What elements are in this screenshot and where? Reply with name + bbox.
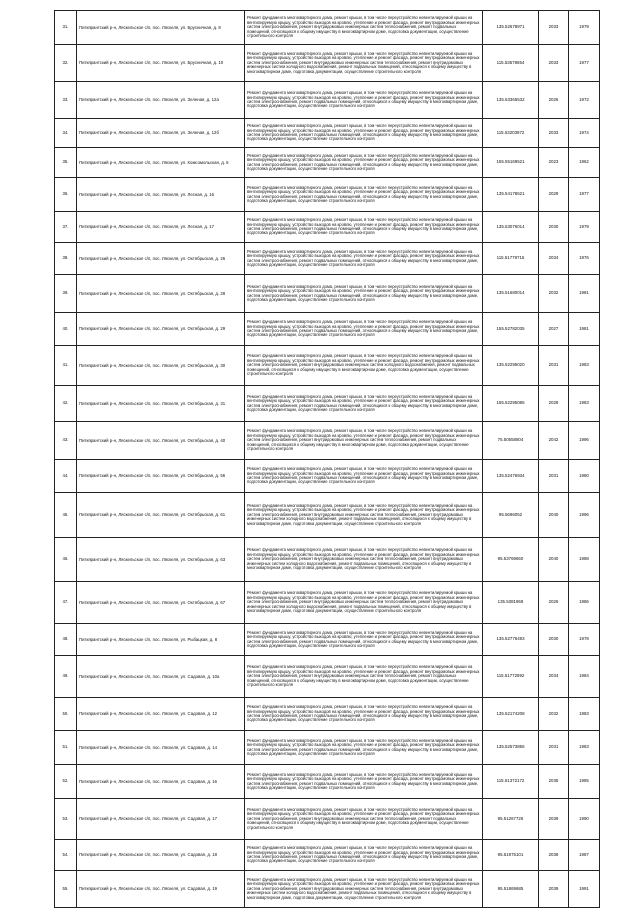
table-row (55, 624, 600, 656)
value-cell: 115.51372172 (483, 765, 539, 799)
build-year-cell: 1991 (569, 871, 600, 908)
repair-year-cell: 2033 (539, 45, 569, 82)
table-row (55, 82, 600, 119)
row-number: 36. (55, 178, 77, 212)
build-year-cell: 1996 (569, 493, 600, 538)
works-description-cell: Ремонт фундамента многоквартирного дома, ремонт крыши, в том числе переустройство невентилируемой крыши на вентилируемую крышу, устройство выходов на кровлю, утепление и ремонт фасада, ремонт внутридомовых инженерных систем электроснабжения, ремонт подвальных помещений, относящихся к общему имуществу в многоквартирном доме, подготовка документации, осуществление строительного контроля (245, 698, 483, 731)
build-year-cell: 1979 (569, 11, 600, 45)
repair-year-cell: 2034 (539, 243, 569, 275)
row-number: 48. (55, 624, 77, 656)
address-cell: Питкярантский р-н, Ляскельское с/п, пос. Ляскеля, ул. Садовая, д. 16 (77, 765, 245, 799)
works-description-cell: Ремонт фундамента многоквартирного дома, ремонт крыши, в том числе переустройство невентилируемой крыши на вентилируемую крышу, устройство выходов на кровлю, утепление и ремонт фасада, ремонт внутридомовых инженерных систем электроснабжения, ремонт внутридомовых инженерных систем теплоснабжения, ремонт внутридомовых инженерных систем холодного водоснабжения, ремонт подвальных помещений, относящихся к общему имуществу в многоквартирном доме, подготовка документации, осуществление строительного контроля (245, 45, 483, 82)
build-year-cell: 1983 (569, 346, 600, 386)
works-description-cell: Ремонт фундамента многоквартирного дома, ремонт крыши, в том числе переустройство невентилируемой крыши на вентилируемую крышу, устройство выходов на кровлю, утепление и ремонт фасада, ремонт внутридомовых инженерных систем электроснабжения, ремонт внутридомовых инженерных систем теплоснабжения, ремонт внутридомовых инженерных систем холодного водоснабжения, ремонт подвальных помещений, относящихся к общему имуществу в многоквартирном доме, подготовка документации, осуществление строительного контроля (245, 582, 483, 624)
address-cell: Питкярантский р-н, Ляскельское с/п, пос. Ляскеля, ул. Октябрьская, д. 63 (77, 538, 245, 582)
row-number: 45. (55, 493, 77, 538)
row-number: 53. (55, 799, 77, 840)
value-cell: 155.55169521 (483, 148, 539, 178)
value-cell: 115.51772892 (483, 656, 539, 698)
build-year-cell: 1972 (569, 82, 600, 119)
works-description-cell: Ремонт фундамента многоквартирного дома, ремонт крыши, в том числе переустройство невентилируемой крыши на вентилируемую крышу, устройство выходов на кровлю, утепление и ремонт фасада, ремонт внутридомовых инженерных систем электроснабжения, ремонт внутридомовых инженерных систем холодного водоснабжения, ремонт подвальных помещений, относящихся к общему имуществу в многоквартирном доме, подготовка документации, осуществление строительного контроля (245, 346, 483, 386)
value-cell: 155.52782035 (483, 313, 539, 346)
table-row (55, 275, 600, 313)
works-description-cell: Ремонт фундамента многоквартирного дома, ремонт крыши, в том числе переустройство невентилируемой крыши на вентилируемую крышу, устройство выходов на кровлю, утепление и ремонт фасада, ремонт внутридомовых инженерных систем электроснабжения, ремонт внутридомовых инженерных систем теплоснабжения, ремонт подвальных помещений, относящихся к общему имуществу в многоквартирном доме, подготовка документации, осуществление строительного контроля (245, 656, 483, 698)
address-cell: Питкярантский р-н, Ляскельское с/п, пос. Ляскеля, ул. Зеленая, д. 12а (77, 82, 245, 119)
build-year-cell: 1987 (569, 840, 600, 871)
build-year-cell: 1986 (569, 582, 600, 624)
value-cell: 135.52295020 (483, 346, 539, 386)
address-cell: Питкярантский р-н, Ляскельское с/п, пос. Ляскеля, ул. Садовая, д. 17 (77, 799, 245, 840)
build-year-cell: 1990 (569, 799, 600, 840)
row-number: 40. (55, 313, 77, 346)
build-year-cell: 1984 (569, 656, 600, 698)
build-year-cell: 1988 (569, 538, 600, 582)
address-cell: Питкярантский р-н, Ляскельское с/п, пос. Ляскеля, ул. Октябрьская, д. 31 (77, 386, 245, 422)
address-cell: Питкярантский р-н, Ляскельское с/п, пос. Ляскеля, ул. Зеленая, д. 12б (77, 119, 245, 148)
value-cell: 95.53769660 (483, 538, 539, 582)
row-number: 49. (55, 656, 77, 698)
table-row (55, 243, 600, 275)
value-cell: 95.5696052 (483, 493, 539, 538)
table-row (55, 45, 600, 82)
build-year-cell: 1981 (569, 275, 600, 313)
works-description-cell: Ремонт фундамента многоквартирного дома, ремонт крыши, в том числе переустройство невентилируемой крыши на вентилируемую крышу, устройство выходов на кровлю, утепление и ремонт фасада, ремонт внутридомовых инженерных систем электроснабжения, ремонт подвальных помещений, относящихся к общему имуществу в многоквартирном доме, подготовка документации, осуществление строительного контроля (245, 840, 483, 871)
row-number: 35. (55, 148, 77, 178)
value-cell: 135.53076014 (483, 212, 539, 243)
build-year-cell: 1981 (569, 313, 600, 346)
value-cell: 135.53365532 (483, 82, 539, 119)
table-row (55, 493, 600, 538)
address-cell: Питкярантский р-н, Ляскельское с/п, пос. Ляскеля, ул. Садовая, д. 10а (77, 656, 245, 698)
table-row (55, 460, 600, 493)
address-cell: Питкярантский р-н, Ляскельское с/п, пос. Ляскеля, ул. Октябрьская, д. 26 (77, 243, 245, 275)
table-row (55, 656, 600, 698)
works-description-cell: Ремонт фундамента многоквартирного дома, ремонт крыши, в том числе переустройство невентилируемой крыши на вентилируемую крышу, устройство выходов на кровлю, утепление и ремонт фасада, ремонт внутридомовых инженерных систем электроснабжения, ремонт подвальных помещений, относящихся к общему имуществу в многоквартирном доме, подготовка документации, осуществление строительного контроля (245, 243, 483, 275)
repair-year-cell: 2032 (539, 275, 569, 313)
works-description-cell: Ремонт фундамента многоквартирного дома, ремонт крыши, в том числе переустройство невентилируемой крыши на вентилируемую крышу, устройство выходов на кровлю, утепление и ремонт фасада, ремонт внутридомовых инженерных систем электроснабжения, ремонт внутридомовых инженерных систем теплоснабжения, ремонт внутридомовых инженерных систем холодного водоснабжения, ремонт подвальных помещений, относящихся к общему имуществу в многоквартирном доме, подготовка документации, осуществление строительного контроля (245, 493, 483, 538)
works-description-cell: Ремонт фундамента многоквартирного дома, ремонт крыши, в том числе переустройство невентилируемой крыши на вентилируемую крышу, устройство выходов на кровлю, утепление и ремонт фасада, ремонт внутридомовых инженерных систем электроснабжения, ремонт подвальных помещений, относящихся к общему имуществу в многоквартирном доме, подготовка документации, осуществление строительного контроля (245, 275, 483, 313)
repair-year-cell: 2039 (539, 871, 569, 908)
row-number: 47. (55, 582, 77, 624)
value-cell: 135.52174208 (483, 698, 539, 731)
works-description-cell: Ремонт фундамента многоквартирного дома, ремонт крыши, в том числе переустройство невентилируемой крыши на вентилируемую крышу, устройство выходов на кровлю, утепление и ремонт фасада, ремонт внутридомовых инженерных систем электроснабжения, ремонт подвальных помещений, относящихся к общему имуществу в многоквартирном доме, подготовка документации, осуществление строительного контроля (245, 119, 483, 148)
value-cell: 95.51975101 (483, 840, 539, 871)
table-row (55, 386, 600, 422)
table-row (55, 840, 600, 871)
works-description-cell: Ремонт фундамента многоквартирного дома, ремонт крыши, в том числе переустройство невентилируемой крыши на вентилируемую крышу, устройство выходов на кровлю, утепление и ремонт фасада, ремонт внутридомовых инженерных систем электроснабжения, ремонт подвальных помещений, относящихся к общему имуществу в многоквартирном доме, подготовка документации, осуществление строительного контроля (245, 148, 483, 178)
works-description-cell: Ремонт фундамента многоквартирного дома, ремонт крыши, в том числе переустройство невентилируемой крыши на вентилируемую крышу, устройство выходов на кровлю, утепление и ремонт фасада, ремонт внутридомовых инженерных систем электроснабжения, ремонт подвальных помещений, относящихся к общему имуществу в многоквартирном доме, подготовка документации, осуществление строительного контроля (245, 212, 483, 243)
table-body (55, 11, 600, 908)
table-row (55, 346, 600, 386)
repair-year-cell: 2040 (539, 493, 569, 538)
build-year-cell: 1980 (569, 460, 600, 493)
works-description-cell: Ремонт фундамента многоквартирного дома, ремонт крыши, в том числе переустройство невентилируемой крыши на вентилируемую крышу, устройство выходов на кровлю, утепление и ремонт фасада, ремонт внутридомовых инженерных систем электроснабжения, ремонт подвальных помещений, относящихся к общему имуществу в многоквартирном доме, подготовка документации, осуществление строительного контроля (245, 624, 483, 656)
works-description-cell: Ремонт фундамента многоквартирного дома, ремонт крыши, в том числе переустройство невентилируемой крыши на вентилируемую крышу, устройство выходов на кровлю, утепление и ремонт фасада, ремонт внутридомовых инженерных систем электроснабжения, ремонт подвальных помещений, относящихся к общему имуществу в многоквартирном доме, подготовка документации, осуществление строительного контроля (245, 386, 483, 422)
table-row (55, 119, 600, 148)
repair-year-cell: 2028 (539, 386, 569, 422)
value-cell: 75.50558804 (483, 422, 539, 460)
address-cell: Питкярантский р-н, Ляскельское с/п, пос. Ляскеля, ул. Октябрьская, д. 40 (77, 422, 245, 460)
repair-year-cell: 2042 (539, 422, 569, 460)
value-cell: 95.51267726 (483, 799, 539, 840)
build-year-cell: 1977 (569, 178, 600, 212)
repair-year-cell: 2031 (539, 346, 569, 386)
address-cell: Питкярантский р-н, Ляскельское с/п, пос. Ляскеля, ул. Брусничная, д. 10 (77, 45, 245, 82)
repair-year-cell: 2031 (539, 731, 569, 765)
works-description-cell: Ремонт фундамента многоквартирного дома, ремонт крыши, в том числе переустройство невентилируемой крыши на вентилируемую крышу, устройство выходов на кровлю, утепление и ремонт фасада, ремонт внутридомовых инженерных систем электроснабжения, ремонт внутридомовых инженерных систем теплоснабжения, ремонт подвальных помещений, относящихся к общему имуществу в многоквартирном доме, подготовка документации, осуществление строительного контроля (245, 799, 483, 840)
build-year-cell: 1983 (569, 386, 600, 422)
table-row (55, 582, 600, 624)
value-cell: 135.52573856 (483, 731, 539, 765)
address-cell: Питкярантский р-н, Ляскельское с/п, пос. Ляскеля, ул. Рыбацкая, д. 8 (77, 624, 245, 656)
value-cell: 135.52678971 (483, 11, 539, 45)
address-cell: Питкярантский р-н, Ляскельское с/п, пос. Ляскеля, ул. Октябрьская, д. 61 (77, 493, 245, 538)
build-year-cell: 1977 (569, 45, 600, 82)
works-description-cell: Ремонт фундамента многоквартирного дома, ремонт крыши, в том числе переустройство невентилируемой крыши на вентилируемую крышу, устройство выходов на кровлю, утепление и ремонт фасада, ремонт внутридомовых инженерных систем электроснабжения, ремонт подвальных помещений, относящихся к общему имуществу в многоквартирном доме, подготовка документации, осуществление строительного контроля (245, 460, 483, 493)
repair-year-cell: 2027 (539, 313, 569, 346)
row-number: 39. (55, 275, 77, 313)
value-cell: 135.51680014 (483, 275, 539, 313)
works-description-cell: Ремонт фундамента многоквартирного дома, ремонт крыши, в том числе переустройство невентилируемой крыши на вентилируемую крышу, устройство выходов на кровлю, утепление и ремонт фасада, ремонт внутридомовых инженерных систем электроснабжения, ремонт подвальных помещений, относящихся к общему имуществу в многоквартирном доме, подготовка документации, осуществление строительного контроля (245, 313, 483, 346)
capital-repair-table (54, 10, 600, 908)
value-cell: 155.52295085 (483, 386, 539, 422)
address-cell: Питкярантский р-н, Ляскельское с/п, пос. Ляскеля, ул. Октябрьская, д. 30 (77, 346, 245, 386)
table-row (55, 731, 600, 765)
works-description-cell: Ремонт фундамента многоквартирного дома, ремонт крыши, в том числе переустройство невентилируемой крыши на вентилируемую крышу, устройство выходов на кровлю, утепление и ремонт фасада, ремонт внутридомовых инженерных систем электроснабжения, ремонт внутридомовых инженерных систем теплоснабжения, ремонт подвальных помещений, относящихся к общему имуществу в многоквартирном доме, подготовка документации, осуществление строительного контроля (245, 422, 483, 460)
repair-year-cell: 2031 (539, 460, 569, 493)
row-number: 42. (55, 386, 77, 422)
row-number: 55. (55, 871, 77, 908)
address-cell: Питкярантский р-н, Ляскельское с/п, пос. Ляскеля, ул. Садовая, д. 19 (77, 871, 245, 908)
address-cell: Питкярантский р-н, Ляскельское с/п, пос. Ляскеля, ул. Лесная, д. 16 (77, 178, 245, 212)
works-description-cell: Ремонт фундамента многоквартирного дома, ремонт крыши, в том числе переустройство невентилируемой крыши на вентилируемую крышу, устройство выходов на кровлю, утепление и ремонт фасада, ремонт внутридомовых инженерных систем электроснабжения, ремонт подвальных помещений, относящихся к общему имуществу в многоквартирном доме, подготовка документации, осуществление строительного контроля (245, 82, 483, 119)
table-row (55, 11, 600, 45)
repair-year-cell: 2030 (539, 624, 569, 656)
repair-year-cell: 2026 (539, 582, 569, 624)
row-number: 44. (55, 460, 77, 493)
build-year-cell: 1962 (569, 148, 600, 178)
table-row (55, 212, 600, 243)
repair-year-cell: 2039 (539, 799, 569, 840)
address-cell: Питкярантский р-н, Ляскельское с/п, пос. Ляскеля, ул. Лесная, д. 17 (77, 212, 245, 243)
address-cell: Питкярантский р-н, Ляскельское с/п, пос. Ляскеля, ул. Садовая, д. 12 (77, 698, 245, 731)
repair-year-cell: 2033 (539, 119, 569, 148)
repair-year-cell: 2035 (539, 765, 569, 799)
build-year-cell: 1996 (569, 422, 600, 460)
row-number: 54. (55, 840, 77, 871)
table-row (55, 313, 600, 346)
row-number: 32. (55, 45, 77, 82)
repair-year-cell: 2032 (539, 698, 569, 731)
row-number: 52. (55, 765, 77, 799)
document-page (54, 10, 599, 908)
row-number: 51. (55, 731, 77, 765)
works-description-cell: Ремонт фундамента многоквартирного дома, ремонт крыши, в том числе переустройство невентилируемой крыши на вентилируемую крышу, устройство выходов на кровлю, утепление и ремонт фасада, ремонт внутридомовых инженерных систем электроснабжения, ремонт подвальных помещений, относящихся к общему имуществу в многоквартирном доме, подготовка документации, осуществление строительного контроля (245, 731, 483, 765)
build-year-cell: 1976 (569, 243, 600, 275)
build-year-cell: 1983 (569, 698, 600, 731)
address-cell: Питкярантский р-н, Ляскельское с/п, пос. Ляскеля, ул. Брусничная, д. 8 (77, 11, 245, 45)
value-cell: 135.5381969 (483, 582, 539, 624)
table-row (55, 148, 600, 178)
value-cell: 115.53578654 (483, 45, 539, 82)
table-row (55, 538, 600, 582)
address-cell: Питкярантский р-н, Ляскельское с/п, пос. Ляскеля, ул. Октябрьская, д. 29 (77, 313, 245, 346)
value-cell: 115.51779715 (483, 243, 539, 275)
works-description-cell: Ремонт фундамента многоквартирного дома, ремонт крыши, в том числе переустройство невентилируемой крыши на вентилируемую крышу, устройство выходов на кровлю, утепление и ремонт фасада, ремонт внутридомовых инженерных систем электроснабжения, ремонт внутридомовых инженерных систем теплоснабжения, ремонт внутридомовых инженерных систем холодного водоснабжения, ремонт подвальных помещений, относящихся к общему имуществу в многоквартирном доме, подготовка документации, осуществление строительного контроля (245, 871, 483, 908)
row-number: 43. (55, 422, 77, 460)
works-description-cell: Ремонт фундамента многоквартирного дома, ремонт крыши, в том числе переустройство невентилируемой крыши на вентилируемую крышу, устройство выходов на кровлю, утепление и ремонт фасада, ремонт внутридомовых инженерных систем электроснабжения, ремонт внутридомовых инженерных систем теплоснабжения, ремонт внутридомовых инженерных систем холодного водоснабжения, ремонт подвальных помещений, относящихся к общему имуществу в многоквартирном доме, подготовка документации, осуществление строительного контроля (245, 538, 483, 582)
repair-year-cell: 2034 (539, 656, 569, 698)
row-number: 33. (55, 82, 77, 119)
build-year-cell: 1979 (569, 212, 600, 243)
works-description-cell: Ремонт фундамента многоквартирного дома, ремонт крыши, в том числе переустройство невентилируемой крыши на вентилируемую крышу, устройство выходов на кровлю, утепление и ремонт фасада, ремонт внутридомовых инженерных систем электроснабжения, ремонт подвальных помещений, относящихся к общему имуществу в многоквартирном доме, подготовка документации, осуществление строительного контроля (245, 765, 483, 799)
repair-year-cell: 2038 (539, 840, 569, 871)
repair-year-cell: 2040 (539, 538, 569, 582)
works-description-cell: Ремонт фундамента многоквартирного дома, ремонт крыши, в том числе переустройство невентилируемой крыши на вентилируемую крышу, устройство выходов на кровлю, утепление и ремонт фасада, ремонт внутридомовых инженерных систем электроснабжения, ремонт внутридомовых инженерных систем теплоснабжения, ремонт подвальных помещений, относящихся к общему имуществу в многоквартирном доме, подготовка документации, осуществление строительного контроля (245, 11, 483, 45)
row-number: 37. (55, 212, 77, 243)
repair-year-cell: 2033 (539, 11, 569, 45)
row-number: 38. (55, 243, 77, 275)
address-cell: Питкярантский р-н, Ляскельское с/п, пос. Ляскеля, ул. Октябрьская, д. 56 (77, 460, 245, 493)
value-cell: 95.51869685 (483, 871, 539, 908)
repair-year-cell: 2026 (539, 82, 569, 119)
address-cell: Питкярантский р-н, Ляскельское с/п, пос. Ляскеля, ул. Октябрьская, д. 28 (77, 275, 245, 313)
row-number: 46. (55, 538, 77, 582)
repair-year-cell: 2029 (539, 178, 569, 212)
table-row (55, 799, 600, 840)
row-number: 50. (55, 698, 77, 731)
repair-year-cell: 2030 (539, 212, 569, 243)
table-row (55, 765, 600, 799)
row-number: 31. (55, 11, 77, 45)
table-row (55, 698, 600, 731)
table-row (55, 871, 600, 908)
value-cell: 135.52476934 (483, 460, 539, 493)
value-cell: 115.53203972 (483, 119, 539, 148)
value-cell: 135.54178621 (483, 178, 539, 212)
build-year-cell: 1983 (569, 731, 600, 765)
value-cell: 135.52776493 (483, 624, 539, 656)
table-row (55, 178, 600, 212)
address-cell: Питкярантский р-н, Ляскельское с/п, пос. Ляскеля, ул. Садовая, д. 14 (77, 731, 245, 765)
works-description-cell: Ремонт фундамента многоквартирного дома, ремонт крыши, в том числе переустройство невентилируемой крыши на вентилируемую крышу, устройство выходов на кровлю, утепление и ремонт фасада, ремонт внутридомовых инженерных систем электроснабжения, ремонт подвальных помещений, относящихся к общему имуществу в многоквартирном доме, подготовка документации, осуществление строительного контроля (245, 178, 483, 212)
build-year-cell: 1974 (569, 119, 600, 148)
build-year-cell: 1985 (569, 765, 600, 799)
row-number: 34. (55, 119, 77, 148)
row-number: 41. (55, 346, 77, 386)
build-year-cell: 1978 (569, 624, 600, 656)
table-row (55, 422, 600, 460)
address-cell: Питкярантский р-н, Ляскельское с/п, пос. Ляскеля, ул. Комсомольская, д. 6 (77, 148, 245, 178)
repair-year-cell: 2023 (539, 148, 569, 178)
address-cell: Питкярантский р-н, Ляскельское с/п, пос. Ляскеля, ул. Садовая, д. 18 (77, 840, 245, 871)
address-cell: Питкярантский р-н, Ляскельское с/п, пос. Ляскеля, ул. Октябрьская, д. 67 (77, 582, 245, 624)
